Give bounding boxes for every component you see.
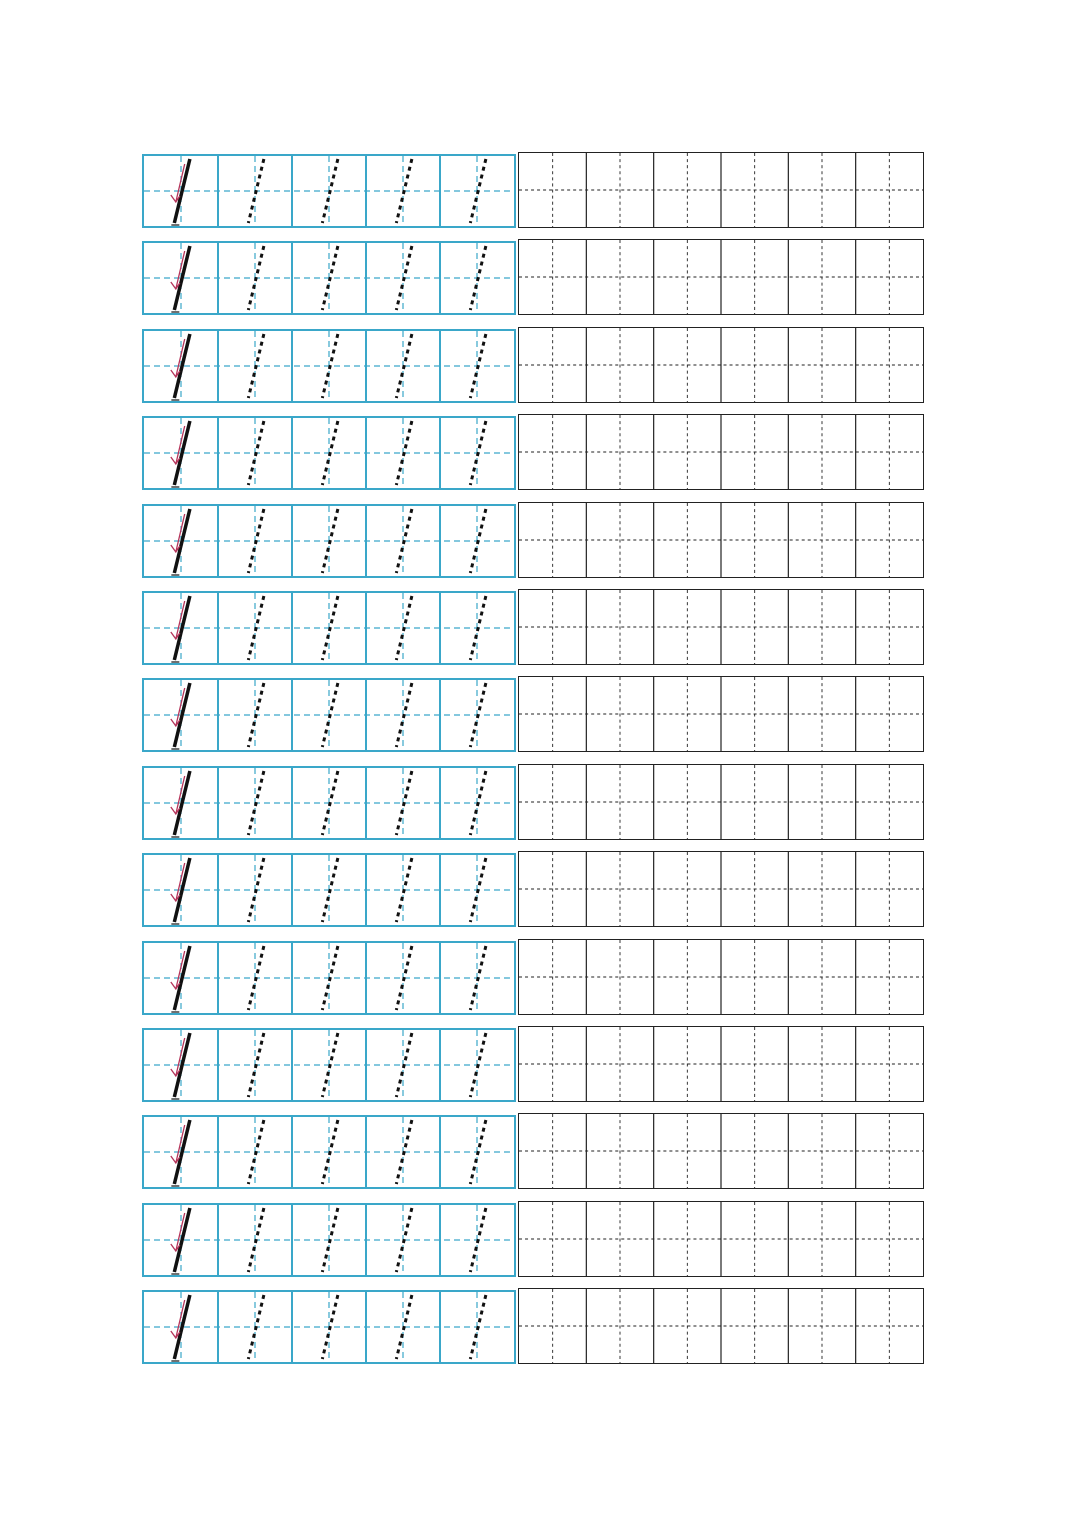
- tracing-grid: [142, 1028, 516, 1102]
- writing-grid-lines: [519, 940, 923, 1014]
- dotted-trace-stroke: [248, 421, 264, 485]
- tracing-grid-lines: [144, 1205, 514, 1275]
- practice-row: [142, 154, 924, 228]
- practice-row: [142, 329, 924, 403]
- tracing-grid: [142, 504, 516, 578]
- dotted-trace-stroke: [248, 771, 264, 835]
- dotted-trace-stroke: [248, 334, 264, 398]
- practice-row: [142, 1203, 924, 1277]
- tracing-grid-lines: [144, 243, 514, 313]
- tracing-grid-lines: [144, 1030, 514, 1100]
- practice-row: [142, 416, 924, 490]
- dotted-trace-stroke: [248, 683, 264, 747]
- dotted-trace-stroke: [248, 596, 264, 660]
- tracing-grid-lines: [144, 680, 514, 750]
- dotted-trace-stroke: [248, 1295, 264, 1359]
- tracing-grid: [142, 678, 516, 752]
- dotted-trace-stroke: [248, 858, 264, 922]
- tracing-grid-lines: [144, 943, 514, 1013]
- writing-grid[interactable]: [518, 1026, 924, 1102]
- writing-grid[interactable]: [518, 1201, 924, 1277]
- tracing-grid-lines: [144, 593, 514, 663]
- dotted-trace-stroke: [470, 596, 486, 660]
- dotted-trace-stroke: [248, 509, 264, 573]
- writing-grid[interactable]: [518, 152, 924, 228]
- practice-row: [142, 1290, 924, 1364]
- dotted-trace-stroke: [470, 771, 486, 835]
- practice-row: [142, 678, 924, 752]
- dotted-trace-stroke: [470, 334, 486, 398]
- writing-grid-lines: [519, 1027, 923, 1101]
- practice-row: [142, 591, 924, 665]
- dotted-trace-stroke: [248, 246, 264, 310]
- writing-grid[interactable]: [518, 1288, 924, 1364]
- tracing-grid-lines: [144, 1117, 514, 1187]
- writing-grid-lines: [519, 240, 923, 314]
- tracing-grid-lines: [144, 768, 514, 838]
- dotted-trace-stroke: [470, 858, 486, 922]
- writing-grid[interactable]: [518, 764, 924, 840]
- writing-grid-lines: [519, 1202, 923, 1276]
- tracing-grid: [142, 154, 516, 228]
- tracing-grid: [142, 416, 516, 490]
- writing-grid[interactable]: [518, 327, 924, 403]
- writing-grid-lines: [519, 765, 923, 839]
- dotted-trace-stroke: [248, 946, 264, 1010]
- tracing-grid: [142, 1290, 516, 1364]
- dotted-trace-stroke: [248, 1033, 264, 1097]
- practice-row: [142, 766, 924, 840]
- writing-grid-lines: [519, 1114, 923, 1188]
- tracing-grid: [142, 853, 516, 927]
- writing-grid-lines: [519, 852, 923, 926]
- writing-grid-lines: [519, 415, 923, 489]
- tracing-grid-lines: [144, 855, 514, 925]
- practice-row: [142, 504, 924, 578]
- practice-row: [142, 941, 924, 1015]
- writing-grid-lines: [519, 328, 923, 402]
- dotted-trace-stroke: [470, 159, 486, 223]
- writing-grid[interactable]: [518, 589, 924, 665]
- writing-grid[interactable]: [518, 1113, 924, 1189]
- dotted-trace-stroke: [470, 1208, 486, 1272]
- tracing-grid: [142, 591, 516, 665]
- tracing-grid-lines: [144, 1292, 514, 1362]
- writing-grid[interactable]: [518, 502, 924, 578]
- tracing-grid: [142, 1203, 516, 1277]
- writing-grid-lines: [519, 153, 923, 227]
- writing-grid-lines: [519, 503, 923, 577]
- dotted-trace-stroke: [470, 683, 486, 747]
- practice-row: [142, 1028, 924, 1102]
- tracing-grid: [142, 1115, 516, 1189]
- writing-grid[interactable]: [518, 414, 924, 490]
- dotted-trace-stroke: [470, 509, 486, 573]
- writing-grid[interactable]: [518, 676, 924, 752]
- dotted-trace-stroke: [470, 1120, 486, 1184]
- dotted-trace-stroke: [470, 1033, 486, 1097]
- dotted-trace-stroke: [470, 421, 486, 485]
- dotted-trace-stroke: [470, 946, 486, 1010]
- tracing-grid: [142, 329, 516, 403]
- writing-grid[interactable]: [518, 939, 924, 1015]
- dotted-trace-stroke: [248, 1208, 264, 1272]
- writing-grid-lines: [519, 677, 923, 751]
- dotted-trace-stroke: [248, 159, 264, 223]
- dotted-trace-stroke: [470, 1295, 486, 1359]
- tracing-grid: [142, 766, 516, 840]
- dotted-trace-stroke: [470, 246, 486, 310]
- writing-grid[interactable]: [518, 239, 924, 315]
- tracing-grid-lines: [144, 331, 514, 401]
- practice-row: [142, 241, 924, 315]
- tracing-grid-lines: [144, 506, 514, 576]
- writing-grid[interactable]: [518, 851, 924, 927]
- tracing-grid-lines: [144, 156, 514, 226]
- practice-row: [142, 1115, 924, 1189]
- practice-row: [142, 853, 924, 927]
- writing-grid-lines: [519, 590, 923, 664]
- tracing-grid-lines: [144, 418, 514, 488]
- tracing-grid: [142, 241, 516, 315]
- tracing-grid: [142, 941, 516, 1015]
- writing-grid-lines: [519, 1289, 923, 1363]
- dotted-trace-stroke: [248, 1120, 264, 1184]
